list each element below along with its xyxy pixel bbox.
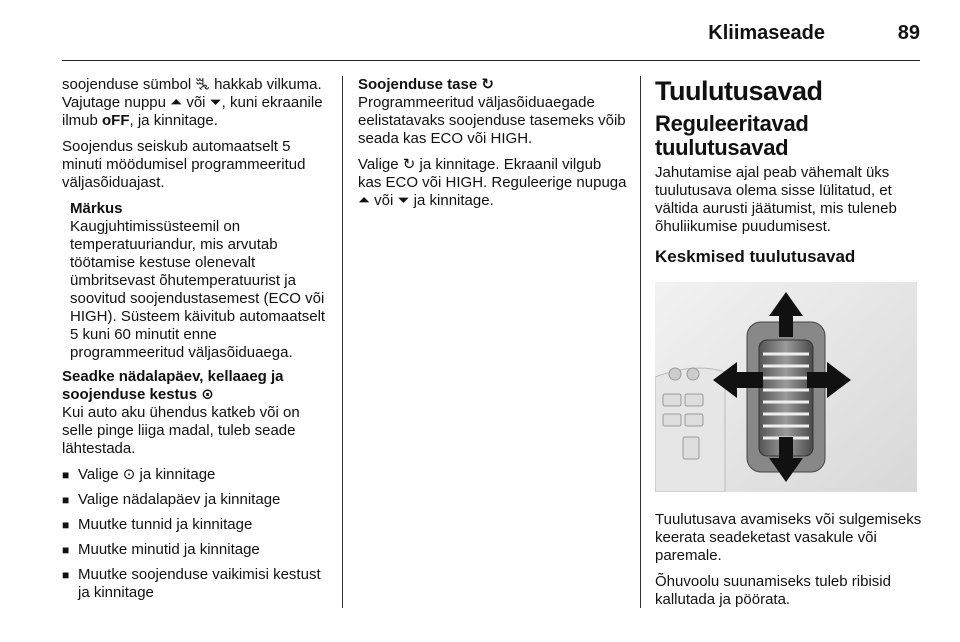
page-number: 89 bbox=[897, 22, 920, 44]
note-label: Märkus bbox=[70, 200, 123, 217]
column-divider bbox=[640, 76, 641, 608]
page-header bbox=[62, 18, 920, 61]
control-button bbox=[683, 437, 699, 459]
off-label: oFF bbox=[102, 112, 130, 129]
column-1 bbox=[62, 76, 334, 609]
control-button bbox=[663, 414, 681, 426]
page-title: Kliimaseade bbox=[708, 22, 825, 44]
paragraph: soojenduse sümbol ꔩ hakkab vilkuma. Vajutage nuppu ⏶ või ⏷, kuni ekraanile ilmub oFF, ja kinnitage. bbox=[62, 76, 323, 129]
paragraph: Programmeeritud väljasõiduaegade eelistatavaks soojenduse tasemeks võib seada kas ECO või HIGH. bbox=[358, 94, 626, 147]
control-button bbox=[685, 394, 703, 406]
list-item: ■ Muutke tunnid ja kinnitage bbox=[62, 516, 334, 534]
paragraph: Jahutamise ajal peab vähemalt üks tuulutusava olema sisse lülitatud, et vältida aurusti jäätumist, mis tuleneb õhuliikumise puudumisest. bbox=[655, 164, 897, 235]
control-button bbox=[663, 394, 681, 406]
paragraph: Kui auto aku ühendus katkeb või on selle pinge liiga madal, tuleb seade lähtestada. bbox=[62, 404, 300, 457]
subsection-heading: Keskmised tuulutusavad bbox=[655, 247, 856, 266]
chapter-heading: Tuulutusavad bbox=[655, 76, 823, 106]
paragraph: Soojendus seiskub automaatselt 5 minuti möödumisel programmeeritud väljasõiduajast. bbox=[62, 138, 306, 191]
instruction-list bbox=[62, 466, 334, 602]
column-divider bbox=[342, 76, 343, 608]
paragraph: Õhuvoolu suunamiseks tuleb ribisid kallutada ja pöörata. bbox=[655, 573, 891, 608]
control-button bbox=[685, 414, 703, 426]
control-knob bbox=[669, 368, 681, 380]
section-heading: Soojenduse tase ↻ bbox=[358, 76, 494, 93]
list-item: ■ Valige nädalapäev ja kinnitage bbox=[62, 491, 334, 509]
section-heading: Seadke nädalapäev, kellaaeg ja soojenduse kestus ⊙ bbox=[62, 368, 284, 403]
list-item: ■ Muutke soojenduse vaikimisi kestust ja kinnitage bbox=[62, 566, 334, 602]
section-heading: Reguleeritavad tuulutusavad bbox=[655, 111, 809, 160]
control-knob bbox=[687, 368, 699, 380]
list-item: ■ Valige ⊙ ja kinnitage bbox=[62, 466, 334, 484]
column-2 bbox=[358, 76, 628, 218]
column-3 bbox=[655, 76, 923, 617]
paragraph: Tuulutusava avamiseks või sulgemiseks keerata seadeketast vasakule või paremale. bbox=[655, 511, 922, 564]
note-text: Kaugjuhtimissüsteemil on temperatuuriandur, mis arvutab töötamise kestuse olenevalt ümbritsevast õhutemperatuurist ja soovitud soojendustasemest (ECO või HIGH). Süsteem käivitub automaatselt 5 kuni 60 minutit enne programmeeritud väljasõiduaega. bbox=[70, 218, 326, 361]
paragraph: Valige ↻ ja kinnitage. Ekraanil vilgub kas ECO või HIGH. Reguleerige nupuga ⏶ või ⏷ ja kinnitage. bbox=[358, 156, 627, 209]
air-vent-illustration bbox=[655, 282, 917, 492]
list-item: ■ Muutke minutid ja kinnitage bbox=[62, 541, 334, 559]
note-box bbox=[62, 200, 334, 362]
